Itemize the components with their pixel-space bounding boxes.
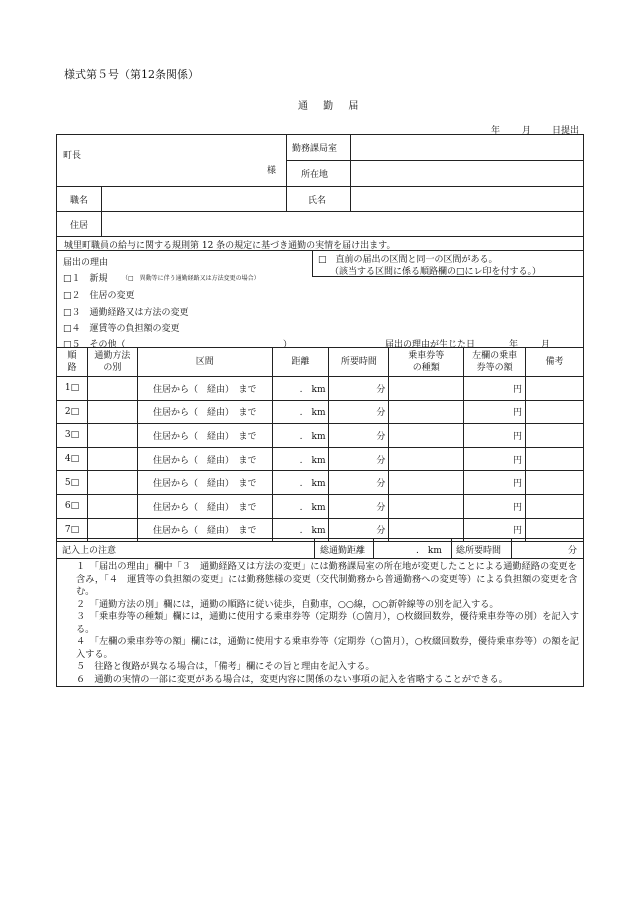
position-label: 職名 (70, 196, 89, 206)
ticket-type-cell[interactable] (389, 471, 464, 495)
section-cell[interactable]: 住居から（ 経由） まで (137, 518, 272, 542)
ticket-type-cell[interactable] (389, 377, 464, 401)
table-row (57, 400, 584, 424)
remarks-cell[interactable] (526, 447, 584, 471)
divider (312, 250, 313, 276)
table-row (57, 377, 584, 401)
remarks-cell[interactable] (526, 424, 584, 448)
method-cell[interactable] (87, 377, 137, 401)
total-time-unit: 分 (568, 546, 578, 556)
route-number-checkbox[interactable]: 4□ (57, 447, 88, 471)
name-label: 氏名 (308, 196, 327, 206)
same-route-note: （該当する区間に係る順路欄の□にレ印を付する。） (330, 267, 542, 277)
col-distance: 距離 (272, 348, 329, 377)
table-row (57, 447, 584, 471)
table-row (57, 494, 584, 518)
table-header-row (57, 348, 584, 377)
method-cell[interactable] (87, 447, 137, 471)
section-cell[interactable]: 住居から（ 経由） まで (137, 400, 272, 424)
divider (373, 538, 374, 558)
route-number-checkbox[interactable]: 2□ (57, 400, 88, 424)
col-junro: 順 路 (57, 348, 88, 377)
note-item: ６ 通勤の実情の一部に変更がある場合は，変更内容に関係のない事項の記入を省略することができる。 (76, 673, 508, 685)
form-number: 様式第５号（第12条関係） (64, 68, 199, 81)
statement-text: 城里町職員の給与に関する規則第 12 条の規定に基づき通勤の実情を届け出ます。 (64, 241, 396, 251)
remarks-cell[interactable] (526, 377, 584, 401)
amount-cell[interactable]: 円 (464, 447, 526, 471)
date-submit-label: 日提出 (552, 126, 580, 136)
time-cell[interactable]: 分 (329, 471, 389, 495)
amount-cell[interactable]: 円 (464, 400, 526, 424)
ticket-type-cell[interactable] (389, 447, 464, 471)
time-cell[interactable]: 分 (329, 400, 389, 424)
notes-list (64, 561, 579, 686)
location-label: 所在地 (301, 170, 329, 180)
col-section: 区間 (137, 348, 272, 377)
distance-cell[interactable]: . km (272, 447, 329, 471)
col-time: 所要時間 (329, 348, 389, 377)
reason-date-year: 年 (509, 340, 519, 350)
divider (56, 558, 584, 559)
divider (350, 134, 351, 211)
addressee-cho: 町長 (63, 151, 82, 161)
note-item: １ 「届出の理由」欄中「３ 通勤経路又は方法の変更」には勤務課局室の所在地が変更したことによる通勤経路の変更を含み，「４ 運賃等の負担額の変更」には勤務態様の変更（交代制勤務から普通勤務への変更等）による負担額の変更を含む。 (76, 561, 578, 597)
divider (511, 538, 512, 558)
time-cell[interactable]: 分 (329, 494, 389, 518)
time-cell[interactable]: 分 (329, 447, 389, 471)
table-row (57, 471, 584, 495)
date-year-label: 年 (491, 126, 501, 136)
table-row (57, 424, 584, 448)
amount-cell[interactable]: 円 (464, 424, 526, 448)
notes-heading: 記入上の注意 (62, 546, 117, 556)
divider (56, 236, 584, 237)
divider (314, 538, 315, 558)
remarks-cell[interactable] (526, 471, 584, 495)
method-cell[interactable] (87, 424, 137, 448)
section-cell[interactable]: 住居から（ 経由） まで (137, 471, 272, 495)
reason-item-address[interactable]: □２ 住居の変更 (63, 291, 135, 301)
reason-heading: 届出の理由 (63, 258, 109, 268)
col-ticket: 乗車券等 の種類 (389, 348, 464, 377)
route-number-checkbox[interactable]: 6□ (57, 494, 88, 518)
reason-item-route[interactable]: □３ 通勤経路又は方法の変更 (63, 308, 189, 318)
ticket-type-cell[interactable] (389, 494, 464, 518)
reason-date-month: 月 (541, 340, 551, 350)
remarks-cell[interactable] (526, 400, 584, 424)
reason-other-close: ） (283, 340, 293, 350)
time-cell[interactable]: 分 (329, 377, 389, 401)
section-cell[interactable]: 住居から（ 経由） まで (137, 424, 272, 448)
address-label: 住居 (70, 221, 89, 231)
divider (286, 186, 287, 211)
divider (286, 160, 584, 161)
total-distance-label: 総通勤距離 (320, 546, 366, 556)
divider (56, 211, 584, 212)
divider (451, 538, 452, 558)
dept-label: 勤務課局室 (292, 144, 338, 154)
ticket-type-cell[interactable] (389, 400, 464, 424)
reason-item-other[interactable]: □５ その他（ (63, 340, 126, 350)
divider (56, 186, 584, 187)
route-number-checkbox[interactable]: 3□ (57, 424, 88, 448)
col-remarks: 備考 (526, 348, 584, 377)
time-cell[interactable]: 分 (329, 518, 389, 542)
distance-cell[interactable]: . km (272, 494, 329, 518)
method-cell[interactable] (87, 494, 137, 518)
section-cell[interactable]: 住居から（ 経由） まで (137, 494, 272, 518)
amount-cell[interactable]: 円 (464, 471, 526, 495)
section-cell[interactable]: 住居から（ 経由） まで (137, 447, 272, 471)
amount-cell[interactable]: 円 (464, 377, 526, 401)
distance-cell[interactable]: . km (272, 518, 329, 542)
distance-cell[interactable]: . km (272, 400, 329, 424)
route-number-checkbox[interactable]: 5□ (57, 471, 88, 495)
note-item: ４ 「左欄の乗車券等の額」欄には，通勤に使用する乗車券等（定期券（○箇月），○枚綴回数券，優待乗車券等）の額を記入する。 (76, 636, 579, 660)
reason-item-cost[interactable]: □４ 運賃等の負担額の変更 (63, 324, 180, 334)
amount-cell[interactable]: 円 (464, 518, 526, 542)
reason-item-new-note: （□ 異動等に伴う通勤経路又は方法変更の場合） (122, 275, 260, 282)
route-number-checkbox[interactable]: 7□ (57, 518, 88, 542)
divider (101, 186, 102, 211)
total-distance-unit: . km (416, 546, 442, 556)
ticket-type-cell[interactable] (389, 424, 464, 448)
page-title: 通 勤 届 (298, 101, 365, 112)
method-cell[interactable] (87, 471, 137, 495)
distance-cell[interactable]: . km (272, 424, 329, 448)
section-cell[interactable]: 住居から（ 経由） まで (137, 377, 272, 401)
note-item: ５ 往路と復路が異なる場合は，「備考」欄にその旨と理由を記入する。 (76, 661, 375, 672)
divider (56, 538, 584, 539)
note-item: ２ 「通勤方法の別」欄には，通勤の順路に従い徒歩，自動車，○○線，○○新幹線等の別を記入する。 (76, 598, 499, 610)
col-method: 通勤方法 の別 (87, 348, 137, 377)
remarks-cell[interactable] (526, 494, 584, 518)
route-table (56, 347, 584, 542)
divider (101, 211, 102, 236)
distance-cell[interactable]: . km (272, 377, 329, 401)
distance-cell[interactable]: . km (272, 471, 329, 495)
total-time-label: 総所要時間 (456, 546, 502, 556)
addressee-sama: 様 (267, 166, 277, 176)
same-route-checkbox[interactable]: □ 直前の届出の区間と同一の区間がある。 (318, 255, 498, 265)
reason-date-caption: 届出の理由が生じた日 (385, 340, 476, 350)
note-item: ３ 「乗車券等の種類」欄には，通勤に使用する乗車券等（定期券（○箇月），○枚綴回数券，優待乗車券等の別）を記入する。 (76, 611, 579, 635)
time-cell[interactable]: 分 (329, 424, 389, 448)
method-cell[interactable] (87, 400, 137, 424)
route-number-checkbox[interactable]: 1□ (57, 377, 88, 401)
col-amount: 左欄の乗車 券等の額 (464, 348, 526, 377)
reason-item-new[interactable]: □１ 新規 (63, 274, 108, 284)
amount-cell[interactable]: 円 (464, 494, 526, 518)
date-month-label: 月 (522, 126, 532, 136)
